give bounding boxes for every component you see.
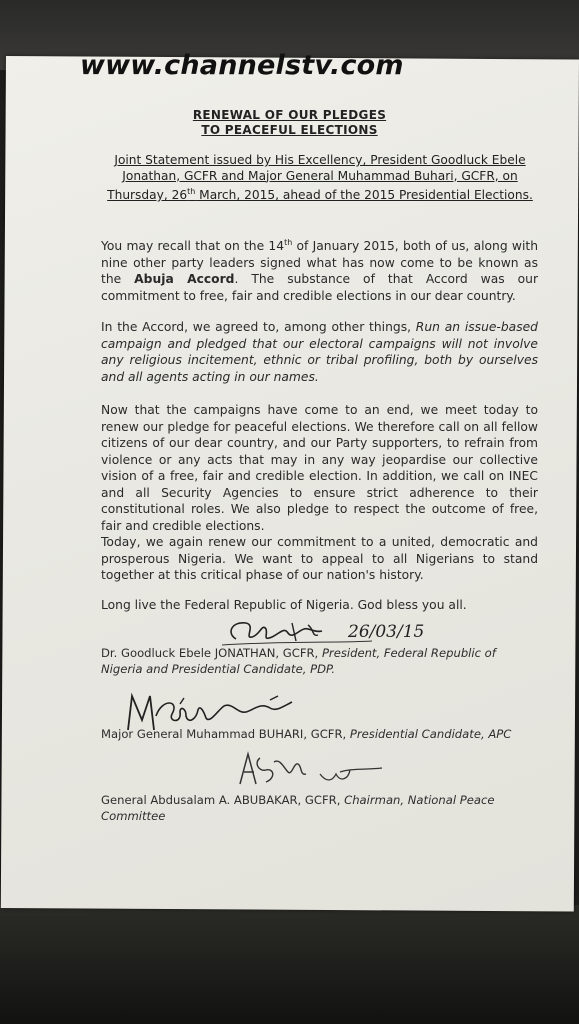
paragraph-4: Today, we again renew our commitment to a united, democratic and prosperous Nigeria. We want to appeal to all Nigerians to stand together at this critical phase of our nation's history. bbox=[101, 535, 538, 582]
signatory-abubakar bbox=[101, 792, 538, 824]
document-subtitle bbox=[100, 153, 540, 204]
closing-line: Long live the Federal Republic of Nigeria. God bless you all. bbox=[101, 598, 467, 612]
signatory-buhari-title: Presidential Candidate, APC bbox=[349, 727, 512, 741]
abubakar-signature bbox=[236, 748, 386, 792]
para1-a: You may recall that on the 14 bbox=[101, 239, 285, 254]
para2-a: In the Accord, we agreed to, among other things, bbox=[101, 320, 416, 334]
para1-b: of January 2015, both of us, along with nine other party leaders signed what has now come to be known as the bbox=[101, 239, 538, 287]
signature-date: 26/03/15 bbox=[348, 622, 425, 642]
signatory-jonathan bbox=[101, 645, 538, 677]
signatory-buhari bbox=[101, 726, 538, 742]
abuja-accord: Abuja Accord bbox=[134, 272, 235, 287]
subtitle-pre: Joint Statement issued by His Excellency, President Goodluck Ebele Jonathan, GCFR and Major General Muhammad Buhari, GCFR, on Thursday, 26 bbox=[107, 153, 526, 203]
signatory-abubakar-name: General Abdusalam A. ABUBAKAR, GCFR, bbox=[101, 793, 345, 807]
subtitle-post: March, 2015, ahead of the 2015 Presidential Elections. bbox=[195, 188, 533, 203]
watermark: www.channelstv.com bbox=[80, 50, 404, 81]
paragraph-2 bbox=[101, 319, 538, 385]
background-bottom bbox=[0, 905, 579, 1024]
signatory-jonathan-title: President, Federal Republic of Nigeria and Presidential Candidate, PDP. bbox=[101, 646, 496, 676]
document-title-line2: TO PEACEFUL ELECTIONS bbox=[201, 123, 378, 137]
para2-italic: Run an issue-based campaign and pledged that our electoral campaigns will not involve any religious incitement, ethnic or tribal profiling, both by ourselves and all agents acting in our names. bbox=[101, 320, 538, 384]
signatory-abubakar-title: Chairman, National Peace Committee bbox=[101, 793, 495, 823]
signatory-jonathan-name: Dr. Goodluck Ebele JONATHAN, GCFR, bbox=[101, 646, 322, 660]
paragraph-3: Now that the campaigns have come to an end, we meet today to renew our pledge for peaceful elections. We therefore call on all fellow citizens of our dear country, and our Party supporters, to refrain from violence or any acts that may in any way jeopardise our collective vision of a free, fair and credible election. In addition, we call on INEC and all Security Agencies to ensure strict adherence to their constitutional roles. We also pledge to respect the outcome of free, fair and credible elections. bbox=[101, 403, 538, 533]
para1-sup: th bbox=[284, 238, 293, 247]
paragraph-1 bbox=[101, 235, 538, 304]
document-title-line1: RENEWAL OF OUR PLEDGES bbox=[192, 108, 387, 122]
subtitle-sup: th bbox=[187, 187, 196, 196]
para1-c: . The substance of that Accord was our commitment to free, fair and credible elections in our dear country. bbox=[101, 272, 539, 303]
signatory-buhari-name: Major General Muhammad BUHARI, GCFR, bbox=[101, 727, 350, 741]
